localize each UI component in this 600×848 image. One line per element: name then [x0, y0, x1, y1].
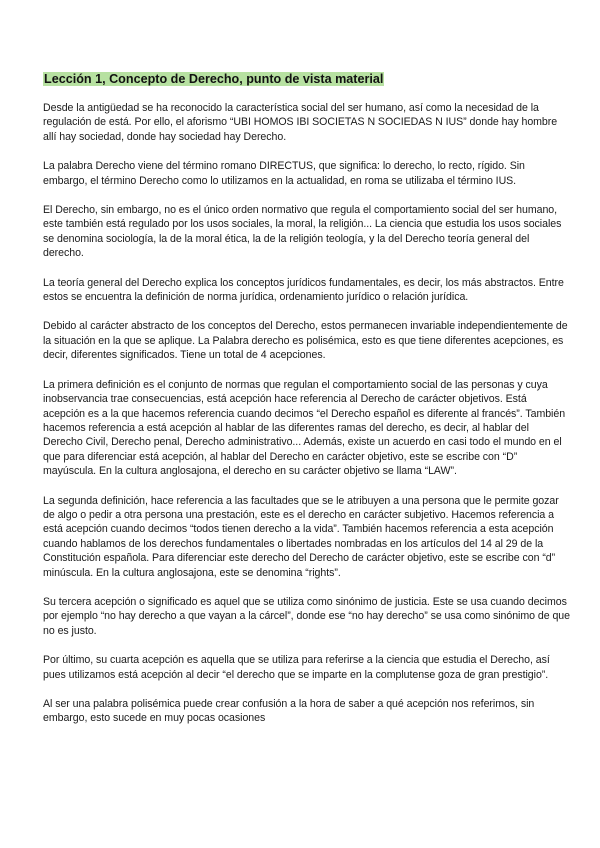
paragraph-third-definition: Su tercera acepción o significado es aquel que se utiliza como sinónimo de justicia. Este se usa cuando decimos por ejemplo “no hay derecho a que vayan a la cárcel”, donde ese “no hay derecho” se usa como sinónimo de que no es justo.	[43, 595, 570, 637]
paragraph-second-definition: La segunda definición, hace referencia a las facultades que se le atribuyen a una persona que le permite gozar de algo o pedir a otra persona una prestación, este es el derecho en carácter subjetivo. Hacemos referencia a está acepción cuando decimos “todos tienen derecho a la vida”. También hacemos referencia a esta acepción cuando hablamos de los derechos fundamentales o libertades nombradas en los artículos del 14 al 29 de la Constitución española. Para diferenciar este derecho del Derecho de carácter objetivo, este se escribe con “d” minúscula. En la cultura anglosajona, este se denomina “rights”.	[43, 494, 559, 579]
document-body	[43, 71, 571, 741]
paragraph-polysemy: Debido al carácter abstracto de los conceptos del Derecho, estos permanecen invariable independientemente de la situación en la que se aplique. La Palabra derecho es polisémica, esto es que tiene diferentes acepciones, es decir, diferentes significados. Tiene un total de 4 acepciones.	[43, 320, 568, 362]
title-line	[43, 71, 571, 87]
lesson-title: Lección 1, Concepto de Derecho, punto de vista material	[44, 72, 384, 86]
paragraph-normative-orders: El Derecho, sin embargo, no es el único orden normativo que regula el comportamiento social del ser humano, este también está regulado por los usos sociales, la moral, la religión... La ciencia que estudia los usos sociales se denomina sociología, la de la moral ética, la de la religión teología, y la del Derecho teoría general del derecho.	[43, 204, 562, 260]
paragraph-first-definition: La primera definición es el conjunto de normas que regulan el comportamiento social de las personas y cuya inobservancia trae consecuencias, está acepción hace referencia al Derecho de carácter objetivos. Está acepción es a la que hacemos referencia cuando decimos “el Derecho español es diferente al francés”. También hacemos referencia a está acepción al hablar de las diferentes ramas del derecho, es decir, al hablar del Derecho Civil, Derecho penal, Derecho administrativo... Además, existe un acuerdo en casi todo el mundo en el que para diferenciar está acepción, al hablar del Derecho en carácter objetivo, este se escribe con “D” mayúscula. En la cultura anglosajona, el derecho en su carácter objetivo se llama “LAW”.	[43, 378, 566, 478]
paragraph-conclusion: Al ser una palabra polisémica puede crear confusión a la hora de saber a qué acepción nos referimos, sin embargo, esto sucede en muy pocas ocasiones	[43, 698, 535, 725]
paragraph-fourth-definition: Por último, su cuarta acepción es aquella que se utiliza para referirse a la ciencia que estudia el Derecho, así pues utilizamos está acepción al decir “el derecho que se imparte en la complutense goza de gran prestigio”.	[43, 654, 550, 681]
paragraph-intro: Desde la antigüedad se ha reconocido la característica social del ser humano, así como la necesidad de la regulación de está. Por ello, el aforismo “UBI HOMOS IBI SOCIETAS N SOCIEDAS N IUS” donde hay hombre allí hay sociedad, donde hay sociedad hay Derecho.	[43, 102, 558, 143]
paragraph-etymology: La palabra Derecho viene del término romano DIRECTUS, que significa: lo derecho, lo recto, rígido. Sin embargo, el término Derecho como lo utilizamos en la actualidad, en roma se utilizaba el término IUS.	[43, 160, 525, 187]
paragraph-general-theory: La teoría general del Derecho explica los conceptos jurídicos fundamentales, es decir, los más abstractos. Entre estos se encuentra la definición de norma jurídica, ordenamiento jurídico o relación jurídica.	[43, 276, 564, 304]
